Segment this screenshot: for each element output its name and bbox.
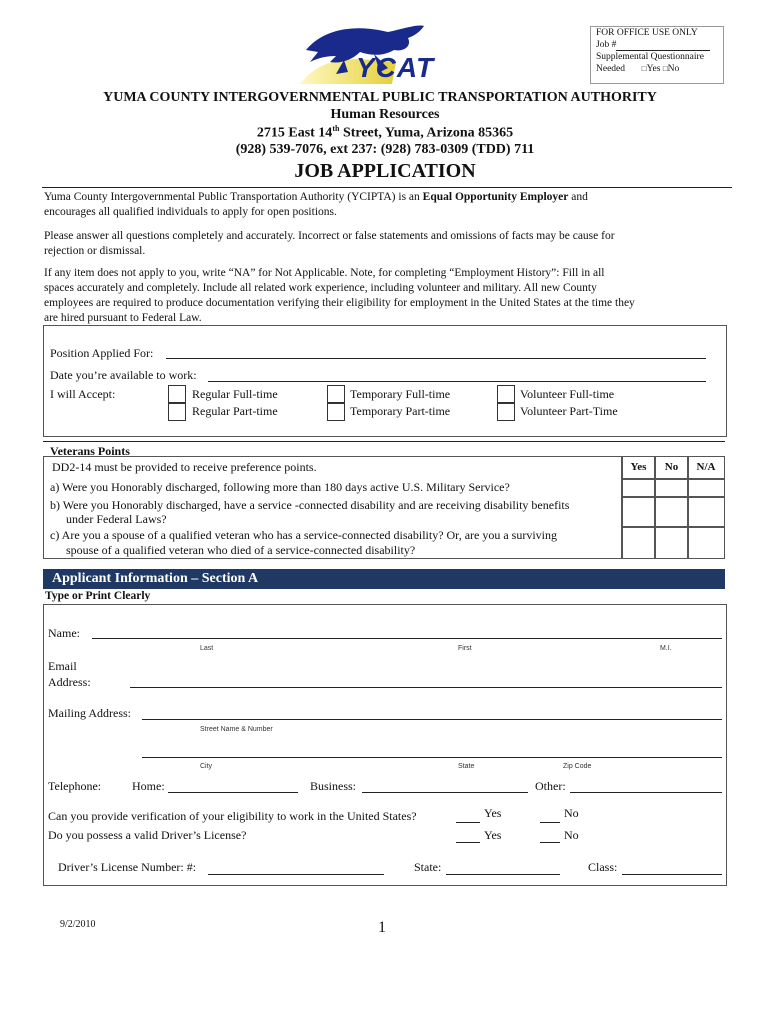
office-job-line[interactable] bbox=[616, 50, 710, 51]
zip-caption: Zip Code bbox=[563, 763, 592, 770]
page-number: 1 bbox=[378, 919, 386, 936]
verification-question: Can you provide verification of your eligibility to work in the United States? bbox=[48, 809, 417, 823]
intro-paragraph-2 bbox=[44, 229, 744, 259]
license-class-field[interactable] bbox=[622, 874, 722, 875]
office-yes-box[interactable]: □ bbox=[641, 64, 647, 73]
section-a-subtitle: Type or Print Clearly bbox=[45, 590, 151, 602]
email-label-line2: Address: bbox=[48, 675, 91, 689]
mailing-street-field[interactable] bbox=[142, 719, 722, 720]
temporary-fulltime-checkbox[interactable] bbox=[327, 385, 345, 403]
veterans-b-yes[interactable] bbox=[621, 496, 656, 528]
veterans-col-no-label: No bbox=[664, 461, 679, 473]
intro-p1-bold: Equal Opportunity Employer bbox=[422, 191, 569, 203]
regular-fulltime-label: Regular Full-time bbox=[192, 387, 278, 401]
veterans-col-na-label: N/A bbox=[696, 461, 716, 473]
business-phone-field[interactable] bbox=[362, 792, 528, 793]
veterans-top-rule bbox=[43, 441, 725, 442]
veterans-b-no[interactable] bbox=[654, 496, 689, 528]
veterans-col-yes-header bbox=[621, 456, 656, 480]
license-yes-label: Yes bbox=[484, 828, 502, 842]
veterans-title: Veterans Points bbox=[50, 444, 130, 458]
office-needed-row bbox=[596, 64, 679, 74]
position-applied-label: Position Applied For: bbox=[50, 346, 154, 360]
department: Human Resources bbox=[330, 107, 440, 122]
temporary-parttime-label: Temporary Part-time bbox=[350, 404, 451, 418]
veterans-q-b2: under Federal Laws? bbox=[66, 512, 167, 526]
intro-p3-line2: spaces accurately and completely. Include all related work experience, including volunteer and military. All new County bbox=[44, 282, 597, 294]
veterans-a-no[interactable] bbox=[654, 478, 689, 498]
verification-no-blank[interactable] bbox=[540, 822, 560, 823]
mailing-city-field[interactable] bbox=[142, 757, 722, 758]
verification-yes-label: Yes bbox=[484, 806, 502, 820]
temporary-parttime-checkbox[interactable] bbox=[327, 403, 345, 421]
license-number-label: Driver’s License Number: #: bbox=[58, 860, 197, 874]
volunteer-parttime-label: Volunteer Part-Time bbox=[520, 404, 618, 418]
veterans-note: DD2-14 must be provided to receive preference points. bbox=[52, 460, 317, 474]
available-date-field[interactable] bbox=[208, 381, 706, 382]
page-title: JOB APPLICATION bbox=[294, 160, 476, 182]
name-label: Name: bbox=[48, 626, 80, 640]
temporary-fulltime-label: Temporary Full-time bbox=[350, 387, 451, 401]
license-state-label: State: bbox=[414, 860, 442, 874]
intro-p1-a: Yuma County Intergovernmental Public Transportation Authority (YCIPTA) is an bbox=[44, 191, 423, 203]
email-label-line1: Email bbox=[48, 659, 77, 673]
veterans-q-c2: spouse of a qualified veteran who died of a service-connected disability? bbox=[66, 543, 416, 557]
office-job-label bbox=[596, 40, 616, 50]
regular-parttime-checkbox[interactable] bbox=[168, 403, 186, 421]
street-caption: Street Name & Number bbox=[200, 726, 273, 733]
veterans-a-yes[interactable] bbox=[621, 478, 656, 498]
home-phone-field[interactable] bbox=[168, 792, 298, 793]
home-phone-label: Home: bbox=[132, 779, 165, 793]
org-name: YUMA COUNTY INTERGOVERNMENTAL PUBLIC TRANSPORTATION AUTHORITY bbox=[103, 90, 657, 105]
veterans-q-c1: c) Are you a spouse of a qualified veteran who has a service-connected disability? Or, are you a surviving bbox=[50, 528, 558, 542]
veterans-c-yes[interactable] bbox=[621, 526, 656, 559]
office-supplemental-label: Supplemental Questionnaire bbox=[596, 52, 704, 62]
regular-fulltime-checkbox[interactable] bbox=[168, 385, 186, 403]
name-first-caption: First bbox=[458, 645, 472, 652]
license-no-blank[interactable] bbox=[540, 842, 560, 843]
license-class-label: Class: bbox=[588, 860, 618, 874]
veterans-b-na[interactable] bbox=[687, 496, 725, 528]
veterans-q-b1: b) Were you Honorably discharged, have a service -connected disability and are receiving disability benefits bbox=[50, 498, 570, 512]
name-mi-caption: M.I. bbox=[660, 645, 672, 652]
section-a-title: Applicant Information – Section A bbox=[52, 571, 259, 586]
intro-p3-line1: If any item does not apply to you, write “NA” for Not Applicable. Note, for completing “Employment History”: Fill in all bbox=[44, 267, 605, 279]
veterans-col-yes-label: Yes bbox=[630, 461, 647, 473]
telephone-label: Telephone: bbox=[48, 779, 102, 793]
volunteer-parttime-checkbox[interactable] bbox=[497, 403, 515, 421]
email-label bbox=[48, 658, 91, 690]
title-rule bbox=[42, 187, 732, 188]
intro-p2-line2: rejection or dismissal. bbox=[44, 245, 146, 257]
address-part-a: 2715 East 14 bbox=[256, 125, 333, 141]
available-date-label: Date you’re available to work: bbox=[50, 368, 197, 382]
name-last-caption: Last bbox=[200, 645, 214, 652]
business-phone-label: Business: bbox=[310, 779, 357, 793]
office-needed-label: Needed bbox=[596, 64, 626, 74]
veterans-c-no[interactable] bbox=[654, 526, 689, 559]
license-yes-blank[interactable] bbox=[456, 842, 480, 843]
intro-paragraph-3 bbox=[44, 266, 744, 326]
accept-label: I will Accept: bbox=[50, 387, 116, 401]
intro-p3-line4: are hired pursuant to Federal Law. bbox=[44, 312, 202, 324]
job-number-label: Job # bbox=[596, 40, 617, 50]
license-number-field[interactable] bbox=[208, 874, 384, 875]
intro-p2-line1: Please answer all questions completely and accurately. Incorrect or false statements and omissions of facts may be cause for bbox=[44, 230, 615, 242]
license-no-label: No bbox=[564, 828, 579, 842]
ycat-logo-text: YCAT bbox=[356, 52, 435, 83]
office-no-box[interactable]: □ bbox=[662, 64, 668, 73]
license-question: Do you possess a valid Driver’s License? bbox=[48, 828, 247, 842]
section-a-box bbox=[43, 604, 727, 886]
footer-date: 9/2/2010 bbox=[60, 919, 96, 930]
phone-line: (928) 539-7076, ext 237: (928) 783-0309 (TDD) 711 bbox=[235, 142, 535, 157]
address-part-b: Street, Yuma, Arizona 85365 bbox=[339, 125, 514, 141]
intro-paragraph-1 bbox=[44, 190, 734, 220]
veterans-c-na[interactable] bbox=[687, 526, 725, 559]
regular-parttime-label: Regular Part-time bbox=[192, 404, 278, 418]
volunteer-fulltime-label: Volunteer Full-time bbox=[520, 387, 615, 401]
office-use-title: FOR OFFICE USE ONLY bbox=[596, 28, 698, 38]
license-state-field[interactable] bbox=[446, 874, 560, 875]
other-phone-label: Other: bbox=[535, 779, 566, 793]
office-no-label: No bbox=[667, 64, 680, 74]
veterans-a-na[interactable] bbox=[687, 478, 725, 498]
other-phone-field[interactable] bbox=[570, 792, 722, 793]
position-applied-field[interactable] bbox=[166, 358, 706, 359]
veterans-q-a: a) Were you Honorably discharged, following more than 180 days active U.S. Military Service? bbox=[50, 480, 510, 494]
state-caption: State bbox=[458, 763, 475, 770]
ycat-logo bbox=[296, 22, 456, 86]
address-sup: th bbox=[332, 124, 340, 133]
verification-no-label: No bbox=[564, 806, 579, 820]
email-field[interactable] bbox=[130, 687, 722, 688]
address bbox=[0, 124, 770, 142]
intro-p1-line2: encourages all qualified individuals to apply for open positions. bbox=[44, 206, 337, 218]
city-caption: City bbox=[200, 763, 213, 770]
volunteer-fulltime-checkbox[interactable] bbox=[497, 385, 515, 403]
intro-p3-line3: employees are required to produce documentation verifying their eligibility for employment in the United States at the time they bbox=[44, 297, 635, 309]
name-field[interactable] bbox=[92, 638, 722, 639]
veterans-col-na-header bbox=[687, 456, 725, 480]
intro-p1-b: and bbox=[568, 191, 588, 203]
veterans-col-no-header bbox=[654, 456, 689, 480]
verification-yes-blank[interactable] bbox=[456, 822, 480, 823]
mailing-address-label: Mailing Address: bbox=[48, 706, 131, 720]
office-yes-label: Yes bbox=[646, 64, 661, 74]
